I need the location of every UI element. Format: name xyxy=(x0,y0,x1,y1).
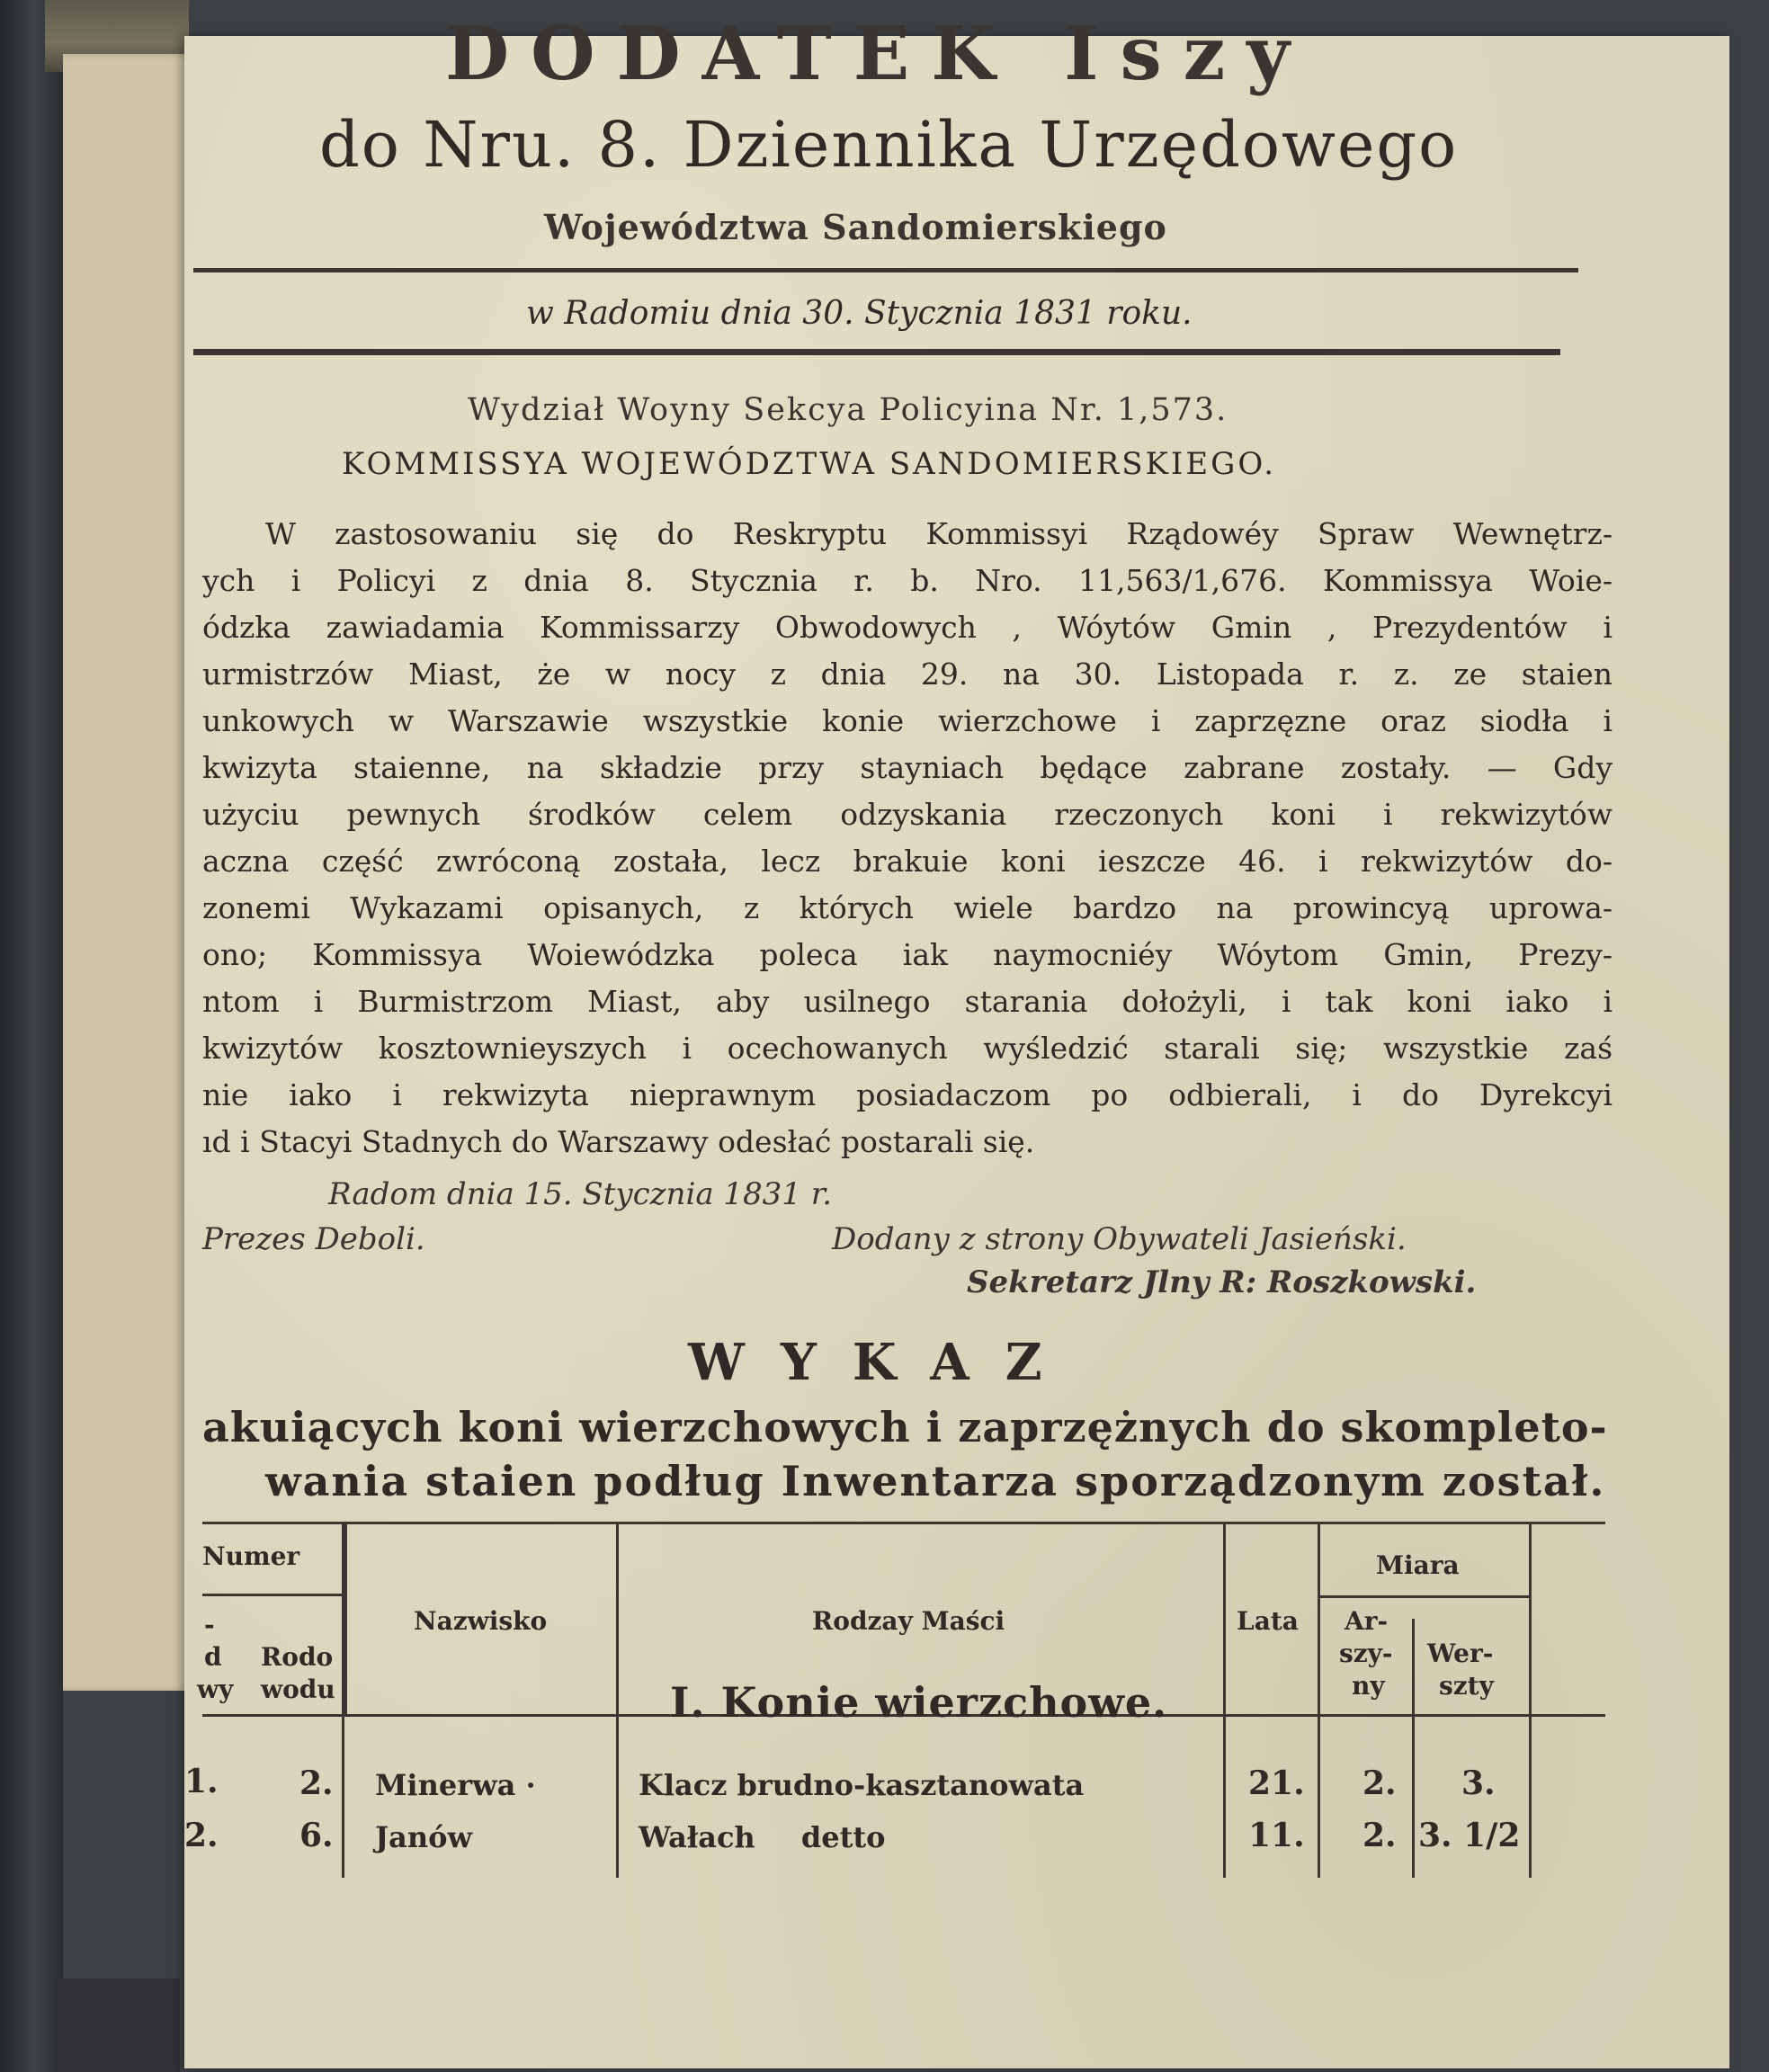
book-binding xyxy=(0,0,63,2072)
col-divider xyxy=(616,1522,619,1878)
secretary-signature: Sekretarz Jlny R: Roszkowski. xyxy=(967,1264,1477,1300)
cell-wershty: 3. 1/2 xyxy=(1418,1817,1521,1854)
cell-lata: 11. xyxy=(1248,1817,1305,1854)
body-line: ódzka zawiadamia Kommissarzy Obwodowych , Wóytów Gmin , Prezydentów i xyxy=(202,610,1613,645)
col-header-nazwisko: Nazwisko xyxy=(414,1606,548,1636)
wykaz-heading-line-1: akuiących koni wierzchowych i zaprzężnych do skompleto- xyxy=(202,1403,1608,1451)
section-title: I. Konie wierzchowe. xyxy=(670,1678,1168,1727)
body-line: kwizytów kosztownieyszych i ocechowanych wyśledzić starali się; wszystkie zaś xyxy=(202,1031,1613,1066)
cell-arszyny: 2. xyxy=(1362,1764,1397,1802)
col-header-arszyny-c: ny xyxy=(1352,1671,1385,1701)
col-header-miara: Miara xyxy=(1376,1550,1460,1580)
president-signature: Prezes Deboli. xyxy=(202,1221,425,1257)
place-date: Radom dnia 15. Stycznia 1831 r. xyxy=(328,1176,833,1212)
body-line: ono; Kommissya Woiewódzka poleca iak naymocniéy Wóytom Gmin, Prezy- xyxy=(202,937,1613,972)
bottom-shadow xyxy=(54,1978,180,2072)
body-line: ntom i Burmistrzom Miast, aby usilnego starania dołożyli, i tak koni iako i xyxy=(202,984,1613,1019)
col-header-rodowodu-b: wodu xyxy=(261,1675,335,1704)
body-line: zonemi Wykazami opisanych, z których wiele bardzo na prowincyą uprowa- xyxy=(202,890,1613,925)
wykaz-title: WYKAZ xyxy=(688,1333,1078,1392)
document-title: do Nru. 8. Dziennika Urzędowego xyxy=(319,108,1459,182)
body-line: nie iako i rekwizyta nieprawnym posiadaczom po odbierali, i do Dyrekcyi xyxy=(202,1077,1613,1112)
top-rule xyxy=(193,268,1578,272)
col-header-lata: Lata xyxy=(1237,1606,1299,1636)
dateline: w Radomiu dnia 30. Stycznia 1831 roku. xyxy=(526,295,1193,332)
cell-nazwisko: Janów xyxy=(375,1820,473,1854)
col-header-arszyny-a: Ar- xyxy=(1345,1606,1389,1636)
document-subtitle: Województwa Sandomierskiego xyxy=(544,207,1167,247)
col-divider xyxy=(344,1522,347,1714)
table-top-rule xyxy=(202,1522,1605,1524)
body-line: użyciu pewnych środków celem odzyskania rzeczonych koni i rekwizytów xyxy=(202,797,1613,832)
col-header-sub-b: d xyxy=(204,1642,222,1672)
cell-arszyny: 2. xyxy=(1362,1817,1397,1854)
body-line: unkowych w Warszawie wszystkie konie wierzchowe i zaprzęzne oraz siodła i xyxy=(202,703,1613,738)
col-header-numer: Numer xyxy=(202,1541,300,1571)
cell-masc: Wałach detto xyxy=(639,1820,886,1854)
cell-masc: Klacz brudno-kasztanowata xyxy=(639,1768,1085,1802)
body-line: aczna część zwróconą została, lecz brakuie koni ieszcze 46. i rekwizytów do- xyxy=(202,844,1613,879)
col-divider xyxy=(1318,1522,1320,1878)
bottom-rule xyxy=(193,349,1560,355)
col-header-rodowodu-a: Rodo xyxy=(261,1642,334,1672)
document-page xyxy=(184,11,1729,2068)
cell-lata: 21. xyxy=(1248,1764,1305,1802)
body-line: W zastosowaniu się do Reskryptu Kommissyi Rządowéy Spraw Wewnętrz- xyxy=(265,516,1613,551)
col-divider xyxy=(1529,1522,1532,1878)
cell-num: 1. xyxy=(184,1763,219,1800)
miara-sub-rule xyxy=(1318,1595,1529,1598)
body-line: urmistrzów Miast, że w nocy z dnia 29. na 30. Listopada r. z. ze staien xyxy=(202,656,1613,692)
cell-wershty: 3. xyxy=(1461,1764,1496,1802)
col-header-rodzay-masci: Rodzay Maści xyxy=(812,1606,1005,1636)
col-header-wershty-b: szty xyxy=(1439,1671,1494,1701)
body-line: ıd i Stacyi Stadnych do Warszawy odesłać postarali się. xyxy=(202,1124,1035,1159)
wykaz-heading-line-2: wania staien podług Inwentarza sporządzonym został. xyxy=(265,1457,1606,1505)
col-header-sub-a: - xyxy=(204,1610,215,1639)
masthead-fragment: DODATEK Iszy xyxy=(445,11,1311,97)
numer-sub-rule xyxy=(202,1594,344,1596)
col-header-sub-c: wy xyxy=(197,1675,234,1704)
col-header-wershty-a: Wer- xyxy=(1427,1639,1494,1668)
body-line: ych i Policyi z dnia 8. Stycznia r. b. Nro. 11,563/1,676. Kommissya Woie- xyxy=(202,563,1613,598)
cell-rodowodu: 2. xyxy=(299,1764,334,1802)
added-by-signature: Dodany z strony Obywateli Jasieński. xyxy=(832,1221,1407,1257)
col-divider xyxy=(1223,1522,1226,1878)
col-divider xyxy=(1412,1619,1415,1878)
body-line: kwizyta staienne, na składzie przy stayniach będące zabrane zostały. — Gdy xyxy=(202,750,1613,785)
cell-rodowodu: 6. xyxy=(299,1817,334,1854)
col-header-arszyny-b: szy- xyxy=(1339,1639,1393,1668)
department-line: Wydział Woyny Sekcya Policyina Nr. 1,573. xyxy=(468,392,1228,428)
cell-nazwisko: Minerwa · xyxy=(375,1768,536,1802)
commission-heading: KOMMISSYA WOJEWÓDZTWA SANDOMIERSKIEGO. xyxy=(342,446,1277,482)
cell-num: 2. xyxy=(184,1817,219,1854)
